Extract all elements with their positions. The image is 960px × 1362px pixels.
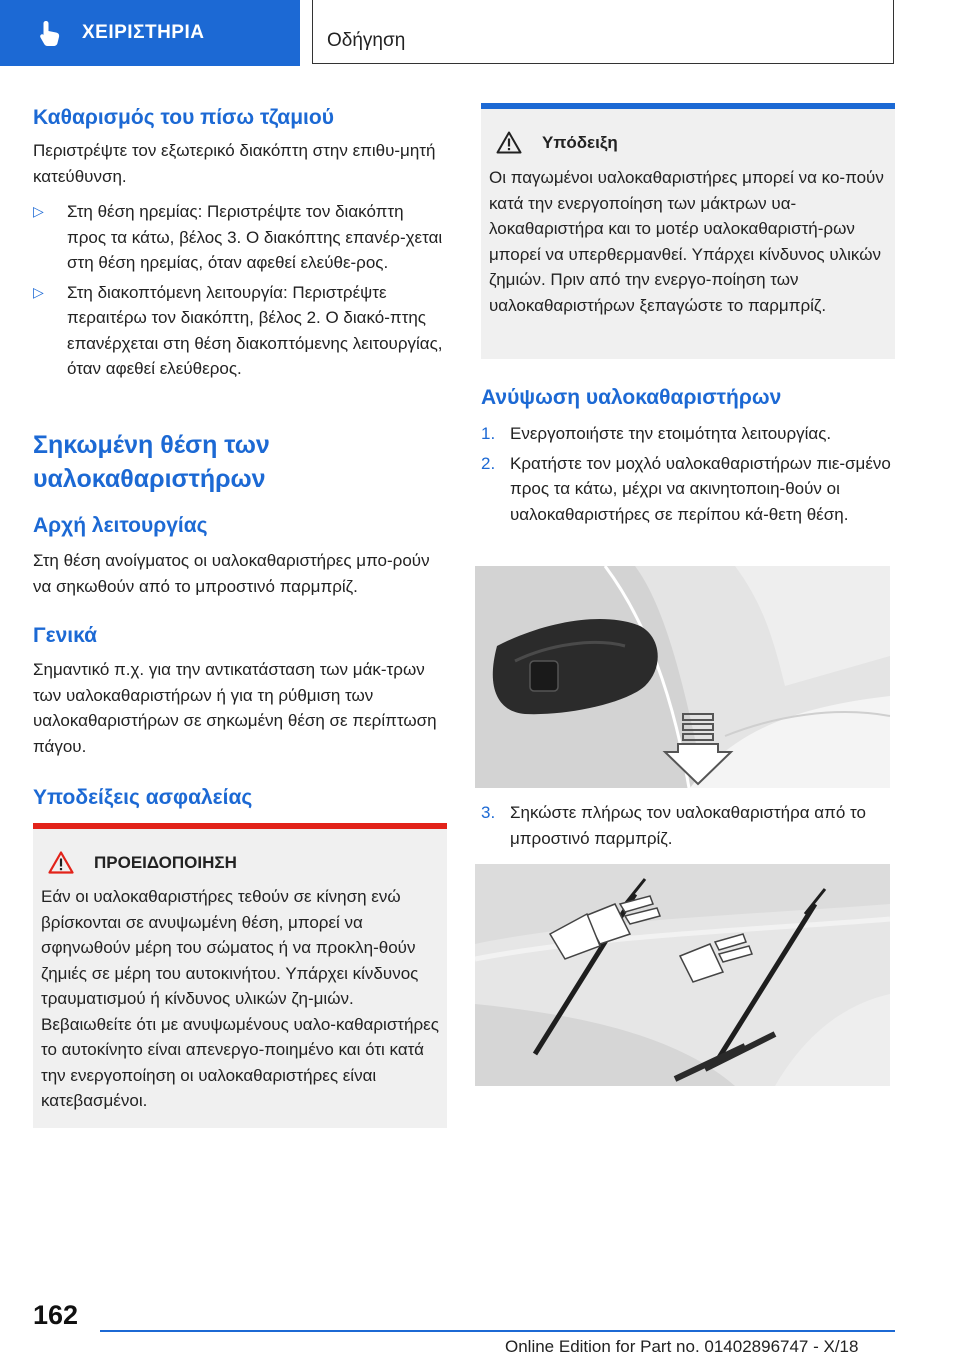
step-text: Κρατήστε τον μοχλό υαλοκαθαριστήρων πιε-σμένο προς τα κάτω, μέχρι να ακινητοποιη-θούν οι υαλοκαθαριστήρες σε περίπου κά-θετη θέση. (510, 453, 891, 524)
step-number: 1. (481, 424, 496, 443)
windshield-wipers-illustration (475, 864, 890, 1086)
step-number: 3. (481, 803, 496, 822)
note-box (481, 103, 895, 359)
lift-title: Ανύψωση υαλοκαθαριστήρων (481, 386, 782, 409)
list-item (481, 451, 895, 528)
rear-window-title: Καθαρισμός του πίσω τζαμιού (33, 106, 334, 129)
note-title: Υπόδειξη (542, 132, 618, 152)
list-item: ▷ Στη θέση ηρεμίας: Περιστρέψτε τον διακόπτη προς τα κάτω, βέλος 3. Ο διακόπτης επανέρ-χεται στη θέση ηρεμίας, όταν αφεθεί ελεύθε-ρος. (33, 199, 447, 276)
lift-steps (481, 421, 895, 527)
wiper-lever-drawing (475, 566, 890, 788)
caution-triangle-icon (496, 131, 522, 154)
list-item (481, 800, 895, 851)
warning-title: ΠΡΟΕΙΔΟΠΟΙΗΣΗ (94, 852, 237, 872)
raised-position-title: Σηκωμένη θέση των υαλοκαθαριστήρων (33, 431, 270, 493)
step-text: Σηκώστε πλήρως τον υαλοκαθαριστήρα από το μπροστινό παρμπρίζ. (510, 803, 866, 848)
list-item: ▷ Στη διακοπτόμενη λειτουργία: Περιστρέψτε περαιτέρω τον διακόπτη, βέλος 2. Ο διακό-πτης επανέρχεται στη θέση διακοπτόμενης λειτουργίας, όταν αφεθεί ελεύθερος. (33, 280, 447, 382)
principle-text: Στη θέση ανοίγματος οι υαλοκαθαριστήρες μπο-ρούν να σηκωθούν από το μπροστινό παρμπρίζ. (33, 551, 430, 596)
note-text: Οι παγωμένοι υαλοκαθαριστήρες μπορεί να κο-πούν κατά την ενεργοποίηση των μάκτρων υα-λοκαθαριστήρα και το μοτέρ υαλοκαθαριστή-ρων μπορεί να υπερθερμανθεί. Υπάρχει κίνδυνος υλικών ζημιών. Πριν από την ενεργο-ποίηση των υαλοκαθαριστήρων ξεπαγώστε το παρμπρίζ. (489, 168, 884, 315)
section-label: Οδήγηση (327, 30, 406, 51)
general-text: Σημαντικό π.χ. για την αντικατάσταση των μάκ-τρων των υαλοκαθαριστήρων ή για τη ρύθμιση των υαλοκαθαριστήρων σε σηκωμένη θέση σε περίπτωση πάγου. (33, 660, 437, 756)
rear-window-list (33, 199, 447, 382)
section-tab[interactable] (312, 0, 894, 64)
windshield-wipers-drawing (475, 864, 890, 1086)
chapter-label: ΧΕΙΡΙΣΤΗΡΙΑ (82, 22, 205, 43)
step-text: Ενεργοποιήστε την ετοιμότητα λειτουργίας. (510, 424, 832, 443)
wiper-lever-illustration (475, 566, 890, 788)
lift-step-3 (481, 800, 895, 851)
list-item (481, 421, 895, 447)
principle-title: Αρχή λειτουργίας (33, 514, 208, 537)
warning-header (48, 851, 237, 874)
page-number: 162 (33, 1300, 79, 1330)
safety-title: Υποδείξεις ασφαλείας (33, 786, 253, 809)
rear-window-text: Περιστρέψτε τον εξωτερικό διακόπτη στην επιθυ-μητή κατεύθυνση. (33, 141, 436, 186)
hand-pointer-icon (38, 19, 62, 47)
warning-box (33, 823, 447, 1128)
footer-divider (100, 1330, 895, 1332)
page-header (0, 0, 960, 66)
warning-triangle-icon (48, 851, 74, 874)
warning-text: Εάν οι υαλοκαθαριστήρες τεθούν σε κίνηση ενώ βρίσκονται σε ανυψωμένη θέση, μπορεί να σφηνωθούν μέρη του σώματος ή να προκλη-θούν ζημιές σε μέρη του αυτοκινήτου. Υπάρχει κίνδυνος τραυματισμού ή κίνδυνος υλικών ζη-μιών. Βεβαιωθείτε ότι με ανυψωμένους υαλο-καθαριστήρες το αυτοκίνητο είναι απενεργο-ποιημένο και ότι κατά την ενεργοποίηση οι υαλοκαθαριστήρες είναι κατεβασμένοι. (41, 887, 439, 1110)
step-number: 2. (481, 453, 496, 473)
note-header (496, 131, 618, 154)
footer-edition: Online Edition for Part no. 01402896747 - X/18 (505, 1337, 859, 1356)
chapter-tab[interactable] (0, 0, 300, 66)
general-title: Γενικά (33, 624, 98, 647)
